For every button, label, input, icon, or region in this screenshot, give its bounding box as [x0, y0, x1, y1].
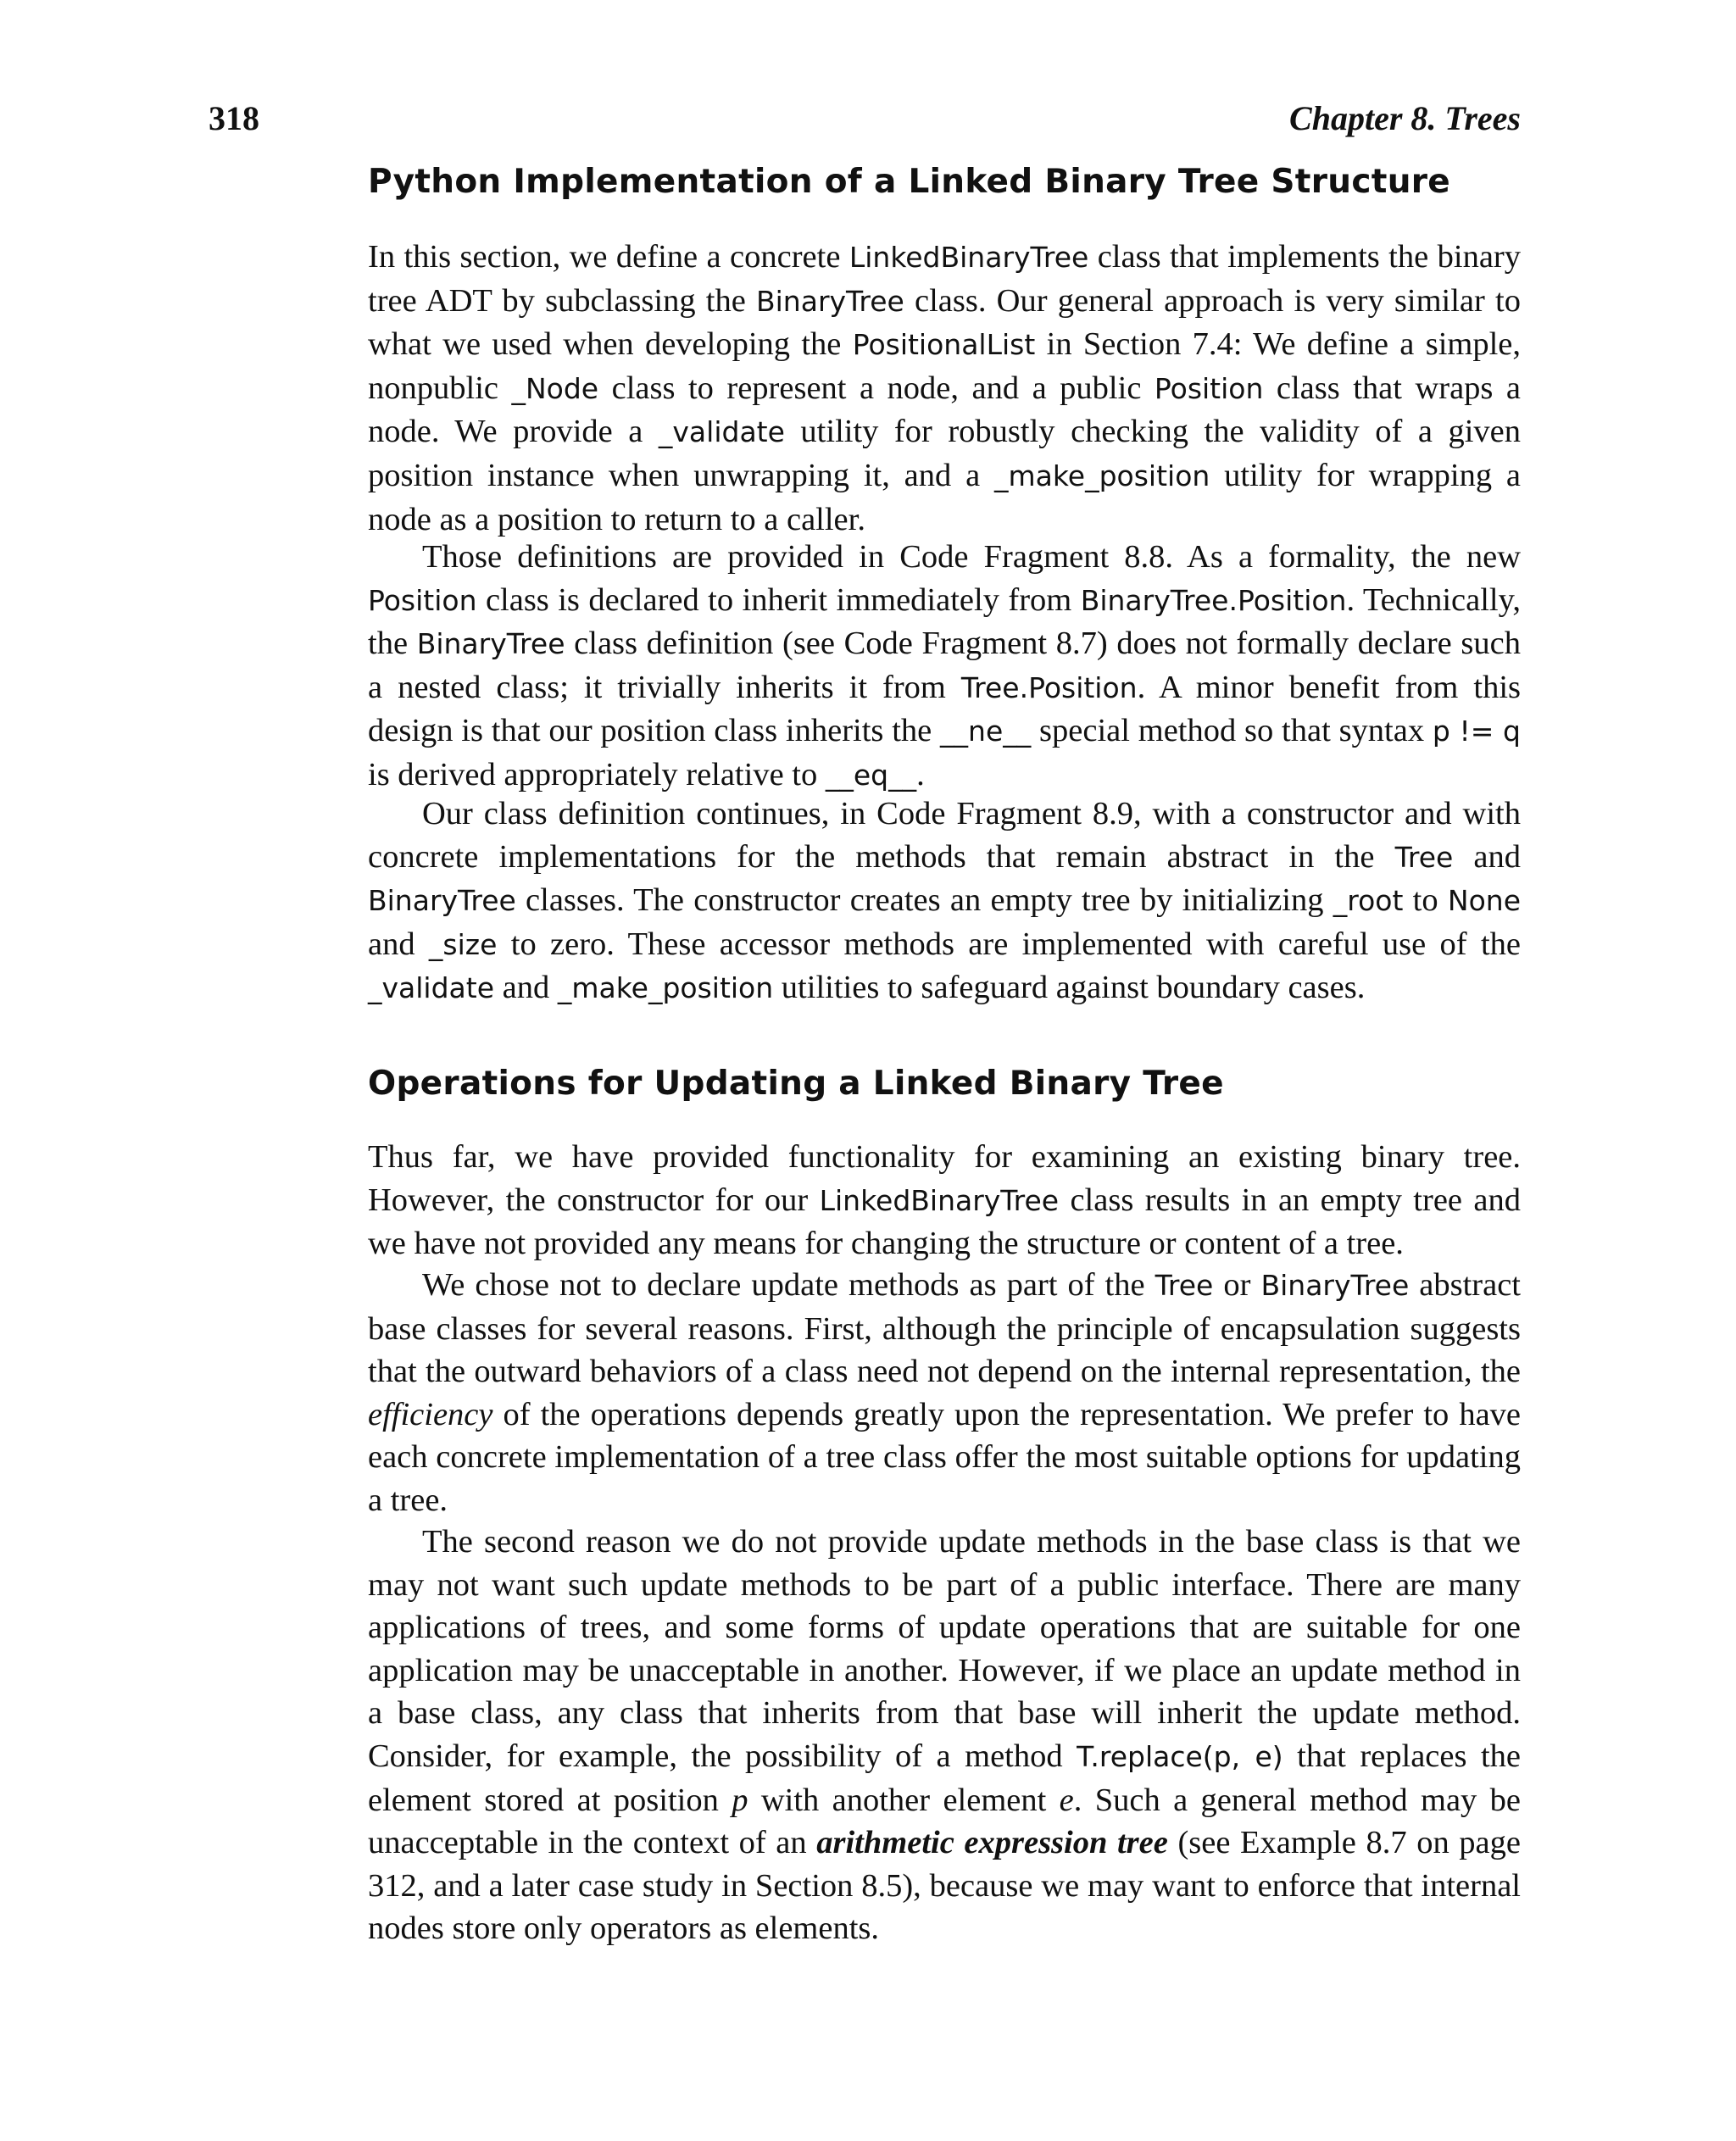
code-term: Position [1154, 371, 1264, 405]
text-run: of the operations depends greatly upon the representation. We prefer to have each concrete implementation of a tree class offer the most suitable options for updating a tree. [368, 1396, 1521, 1518]
running-head [209, 98, 1521, 146]
text-run: class results in an empty tree and we have not provided any means for changing the structure or content of a tree. [368, 1182, 1521, 1262]
section-heading-implementation: Python Implementation of a Linked Binary Tree Structure [368, 163, 1451, 201]
text-run: We chose not to declare update methods as part of the [422, 1267, 1155, 1303]
text-run: that replaces the element stored at position [368, 1738, 1521, 1818]
code-term: _Node [511, 371, 599, 405]
text-run: to zero. These accessor methods are implemented with careful use of the [497, 926, 1521, 962]
text-run: special method so that syntax [1031, 713, 1433, 749]
code-term: Tree [1155, 1269, 1214, 1302]
text-run: In this section, we define a concrete [368, 239, 849, 275]
text-run: The second reason we do not provide update methods in the base class is that we may not want such update methods to be part of a public interface. There are many applications of trees, and some forms of update operations that are suitable for one application may be unacceptable in another. However, if we place an update method in a base class, any class that inherits from that base will inherit the update method. Consider, for example, the possibility of a method [368, 1524, 1521, 1774]
text-run: utility for wrapping a node as a position to return to a caller. [368, 457, 1521, 537]
code-term: BinaryTree [756, 284, 904, 318]
code-term: BinaryTree [416, 627, 565, 661]
text-run: Thus far, we have provided functionality for examining an existing binary tree. However, the constructor for our [368, 1139, 1521, 1218]
text-run: class definition (see Code Fragment 8.7) does not formally declare such a nested class; it trivially inherits it from [368, 626, 1521, 705]
text-run: is derived appropriately relative to [368, 756, 826, 792]
code-term: PositionalList [852, 328, 1036, 362]
math-variable: e [1059, 1782, 1074, 1818]
code-term: _make_position [993, 459, 1210, 492]
section-heading-updating: Operations for Updating a Linked Binary Tree [368, 1065, 1224, 1103]
text-run: class is declared to inherit immediately from [476, 581, 1081, 618]
code-term: BinaryTree [368, 884, 516, 918]
code-term: Position [368, 583, 477, 617]
code-term: _validate [368, 971, 494, 1005]
text-run: and [1453, 838, 1522, 875]
text-run: utilities to safeguard against boundary cases. [773, 970, 1366, 1006]
text-run: . A minor benefit from this design is that our position class inherits the [368, 669, 1521, 749]
paragraph-constructor [368, 792, 1521, 1010]
code-term: T.replace(p, e) [1077, 1739, 1283, 1773]
paragraph-second-reason [368, 1521, 1521, 1950]
text-run: with another element [748, 1782, 1060, 1818]
text-run: in Section 7.4: We define a simple, nonpublic [368, 326, 1521, 406]
chapter-title: Chapter 8. Trees [1289, 99, 1521, 137]
paragraph-first-reason [368, 1264, 1521, 1522]
text-run: and [368, 926, 429, 962]
paragraph-definitions [368, 536, 1521, 798]
text-run: (see Example 8.7 on page 312, and a later case study in Section 8.5), because we may want to enforce that internal nodes store only operators as elements. [368, 1825, 1521, 1947]
math-variable: p [732, 1782, 748, 1818]
code-term: _validate [658, 415, 785, 449]
code-term: _root [1333, 884, 1404, 918]
code-term: _size [428, 927, 498, 961]
code-term: __eq__ [825, 758, 917, 792]
code-term: Tree.Position [960, 670, 1138, 704]
code-term: Tree [1394, 840, 1454, 874]
text-run: . [916, 756, 925, 792]
code-term: LinkedBinaryTree [819, 1183, 1060, 1217]
text-run: classes. The constructor creates an empty tree by initializing [515, 882, 1333, 919]
code-term: BinaryTree.Position [1080, 583, 1347, 617]
text-run: . Technically, the [368, 581, 1521, 662]
text-run: to [1403, 882, 1448, 919]
text-run: class to represent a node, and a public [598, 370, 1155, 406]
paragraph-thus-far [368, 1136, 1521, 1265]
key-term: arithmetic expression tree [816, 1825, 1168, 1861]
code-term: __ne__ [940, 715, 1032, 748]
page-number: 318 [209, 99, 259, 137]
text-run: . Such a general method may be unacceptable in the context of an [368, 1782, 1521, 1861]
text-run: Our class definition continues, in Code Fragment 8.9, with a constructor and with concrete implementations for the methods that remain abstract in the [368, 796, 1521, 875]
text-run: or [1213, 1267, 1261, 1303]
emphasis-term: efficiency [368, 1396, 493, 1432]
code-term: LinkedBinaryTree [849, 241, 1089, 274]
code-term: _make_position [557, 971, 774, 1005]
text-run: and [494, 970, 558, 1006]
code-term: p != q [1432, 715, 1521, 748]
text-run: class that wraps a node. We provide a [368, 370, 1521, 450]
text-run: abstract base classes for several reasons. First, although the principle of encapsulation suggests that the outward behaviors of a class need not depend on the internal representation, the [368, 1267, 1521, 1390]
paragraph-intro [368, 236, 1521, 541]
text-run: utility for robustly checking the validity of a given position instance when unwrapping it, and a [368, 414, 1521, 493]
text-run: class. Our general approach is very similar to what we used when developing the [368, 282, 1521, 363]
code-term: BinaryTree [1260, 1269, 1410, 1302]
text-run: Those definitions are provided in Code Fragment 8.8. As a formality, the new [422, 539, 1521, 575]
code-term: None [1447, 884, 1521, 918]
text-run: class that implements the binary tree ADT by subclassing the [368, 239, 1521, 319]
